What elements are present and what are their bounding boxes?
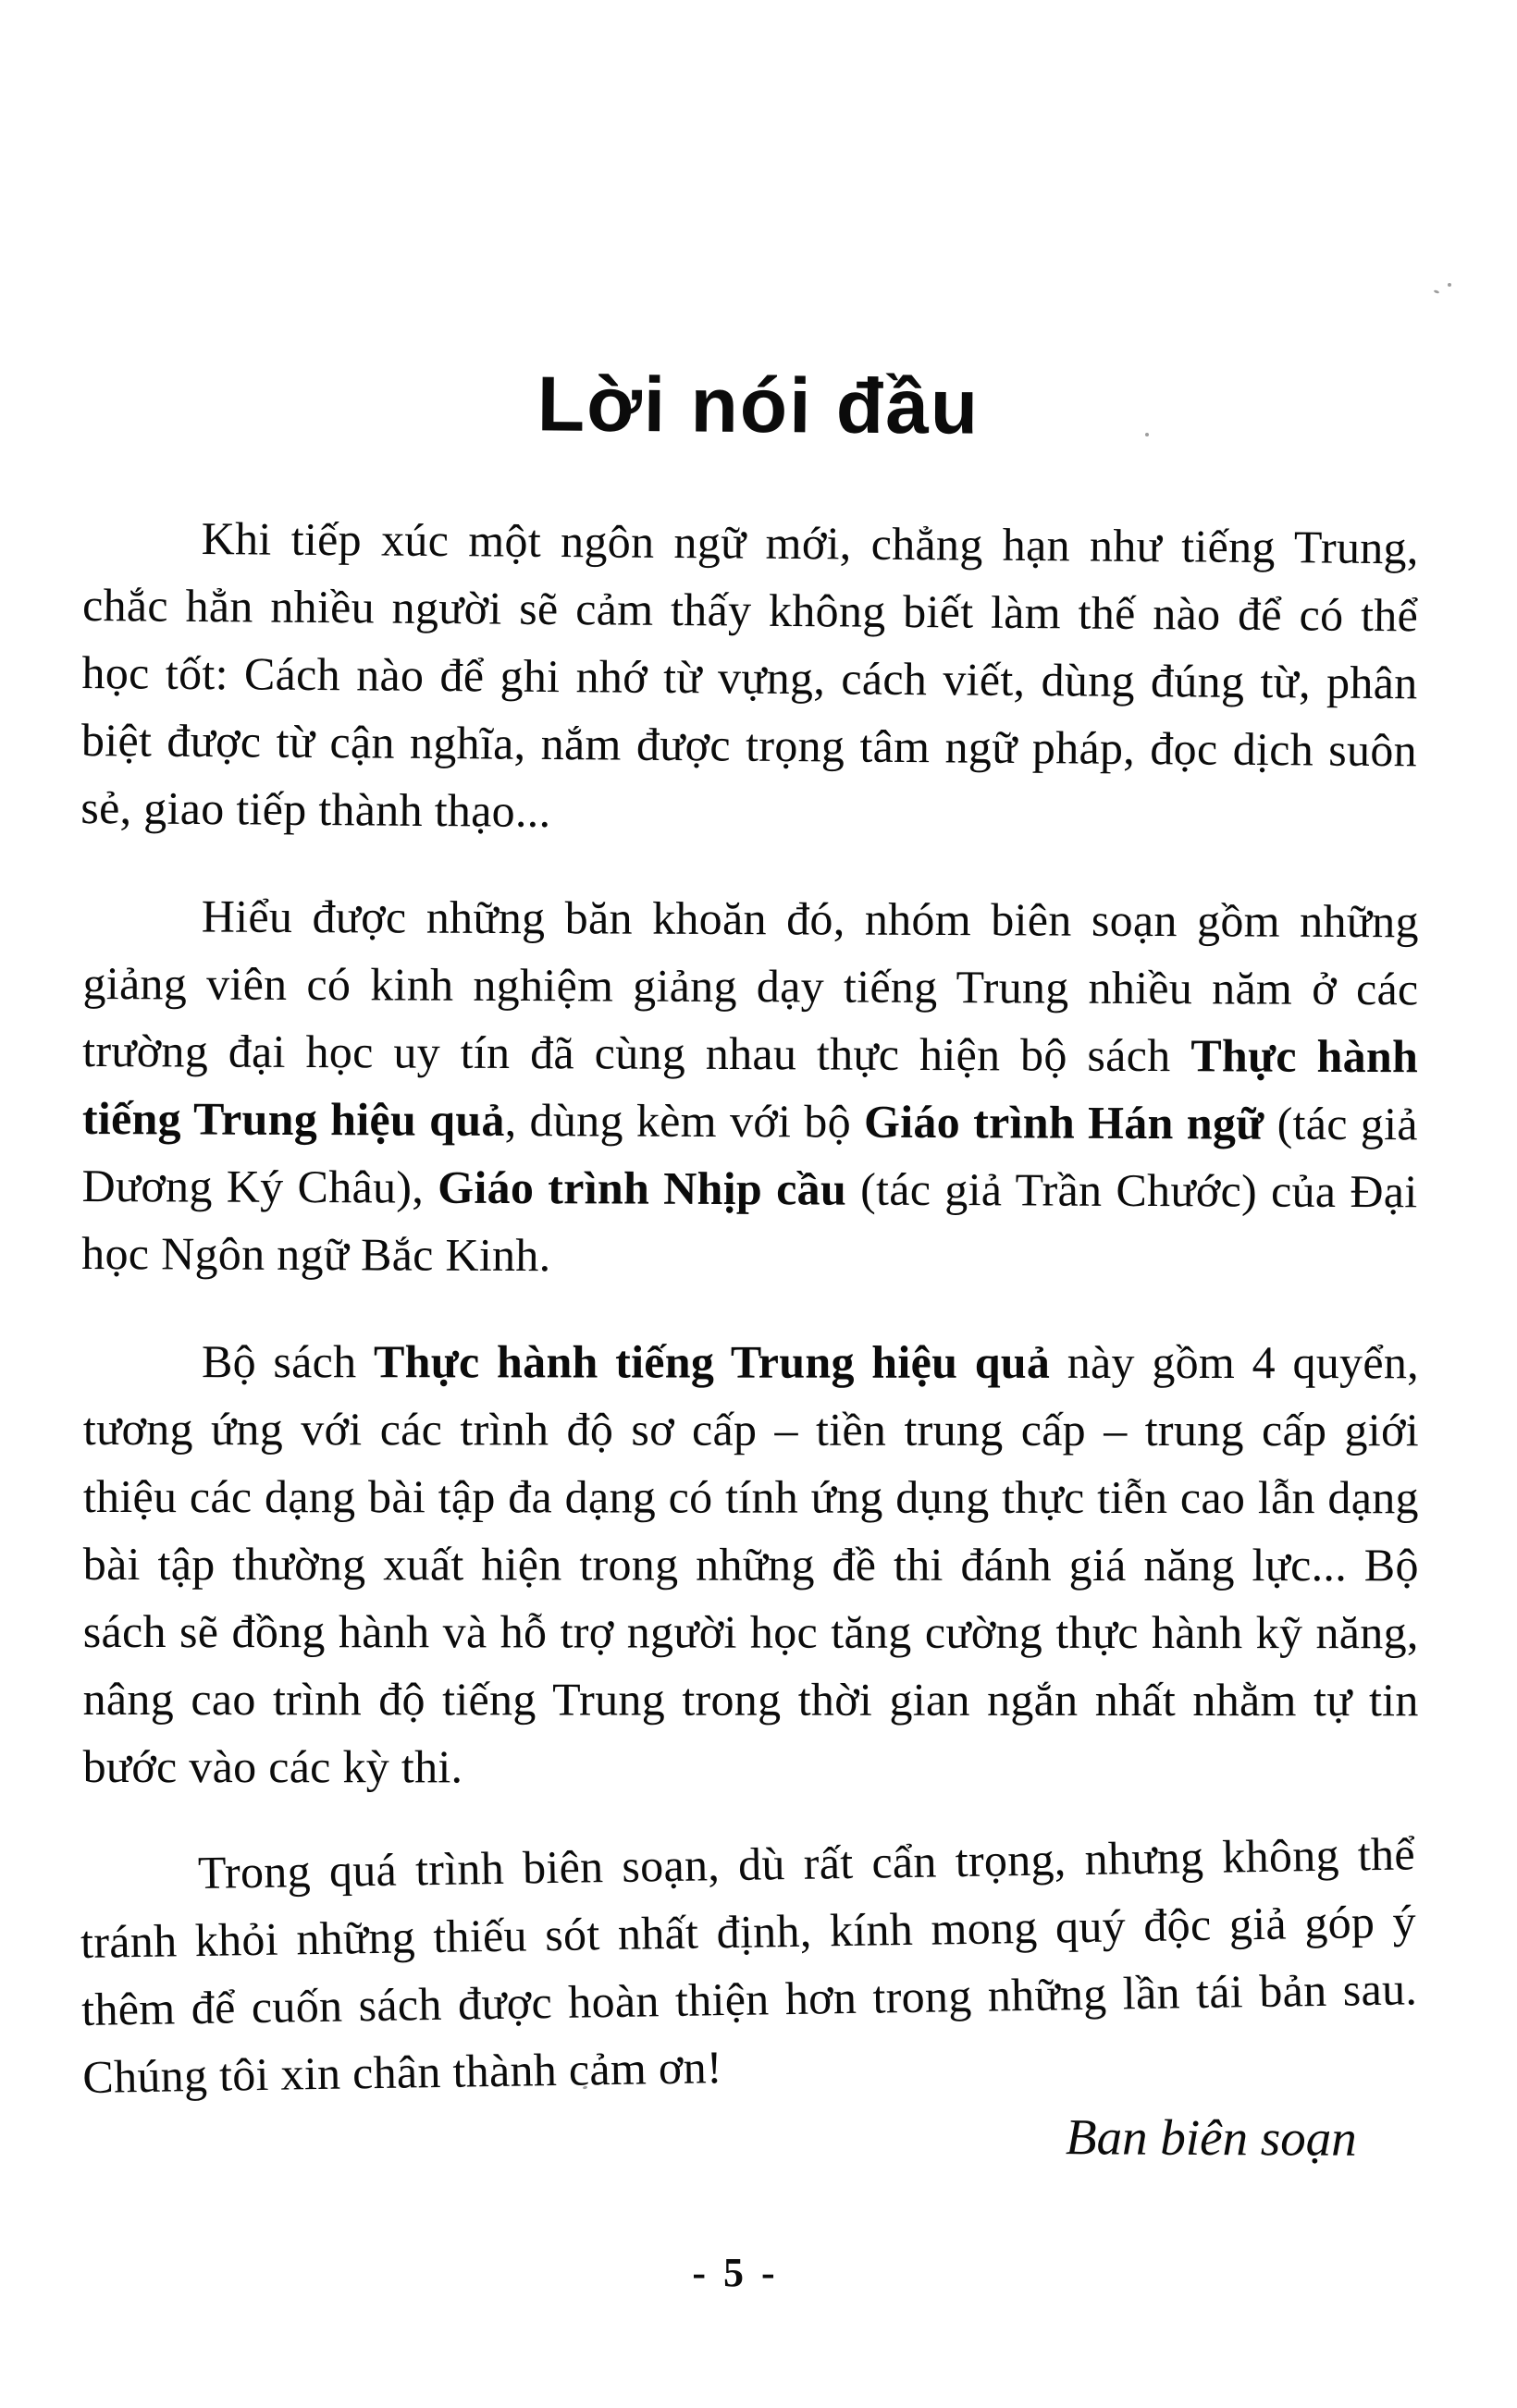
book-series-title: Thực hành tiếng Trung hiệu quả bbox=[81, 1029, 1419, 1146]
text-segment: Khi tiếp xúc một ngôn ngữ mới, chẳng hạn như tiếng Trung, chắc hẳn nhiều người sẽ cảm thấy không biết làm thế nào để có thể học tốt: Cách nào để ghi nhớ từ vựng, cách viết, dùng đúng từ, phân biệt được từ cận nghĩa, nắm được trọng tâm ngữ pháp, đọc dịch suôn sẻ, giao tiếp thành thạo... bbox=[80, 512, 1419, 837]
text-segment: Hiểu được những băn khoăn đó, nhóm biên soạn gồm những giảng viên có kinh nghiệm giảng dạy tiếng Trung nhiều năm ở các trường đại học uy tín đã cùng nhau thực hiện bộ sách bbox=[82, 890, 1419, 1082]
paragraph-4 bbox=[79, 1820, 1418, 2111]
paragraph-3 bbox=[83, 1328, 1419, 1801]
text-segment: , dùng kèm với bộ bbox=[504, 1093, 865, 1148]
scan-artifact bbox=[1448, 283, 1451, 287]
text-segment: Bộ sách bbox=[201, 1335, 375, 1388]
page-title: Lời nói đầu bbox=[536, 360, 980, 450]
paragraph-1 bbox=[80, 504, 1419, 852]
text-segment: Trong quá trình biên soạn, dù rất cẩn trọng, nhưng không thể tránh khỏi những thiếu sót nhất định, kính mong quý độc giả góp ý thêm để cuốn sách được hoàn thiện hơn trong những lần tái bản sau. Chúng tôi xin chân thành cảm ơn! bbox=[80, 1827, 1418, 2104]
scan-artifact bbox=[1434, 289, 1440, 294]
signature: Ban biên soạn bbox=[1065, 2108, 1357, 2167]
book-title: Giáo trình Nhịp cầu bbox=[438, 1161, 847, 1215]
text-segment: (tác giả Trần Chước) của Đại học Ngôn ngữ Bắc Kinh. bbox=[81, 1162, 1418, 1282]
preface-body bbox=[80, 504, 1419, 2152]
book-series-title: Thực hành tiếng Trung hiệu quả bbox=[373, 1335, 1051, 1388]
paragraph-2 bbox=[81, 882, 1419, 1293]
book-title: Giáo trình Hán ngữ bbox=[863, 1095, 1264, 1149]
text-segment: này gồm 4 quyển, tương ứng với các trình độ sơ cấp – tiền trung cấp – trung cấp giới thiệu các dạng bài tập đa dạng có tính ứng dụng thực tiễn cao lẫn dạng bài tập thường xuất hiện trong những đề thi đánh giá năng lực... Bộ sách sẽ đồng hành và hỗ trợ người học tăng cường thực hành kỹ năng, nâng cao trình độ tiếng Trung trong thời gian ngắn nhất nhằm tự tin bước vào các kỳ thi. bbox=[82, 1335, 1419, 1793]
page-number: - 5 - bbox=[692, 2250, 779, 2295]
text-segment: (tác giả Dương Ký Châu), bbox=[81, 1097, 1418, 1213]
